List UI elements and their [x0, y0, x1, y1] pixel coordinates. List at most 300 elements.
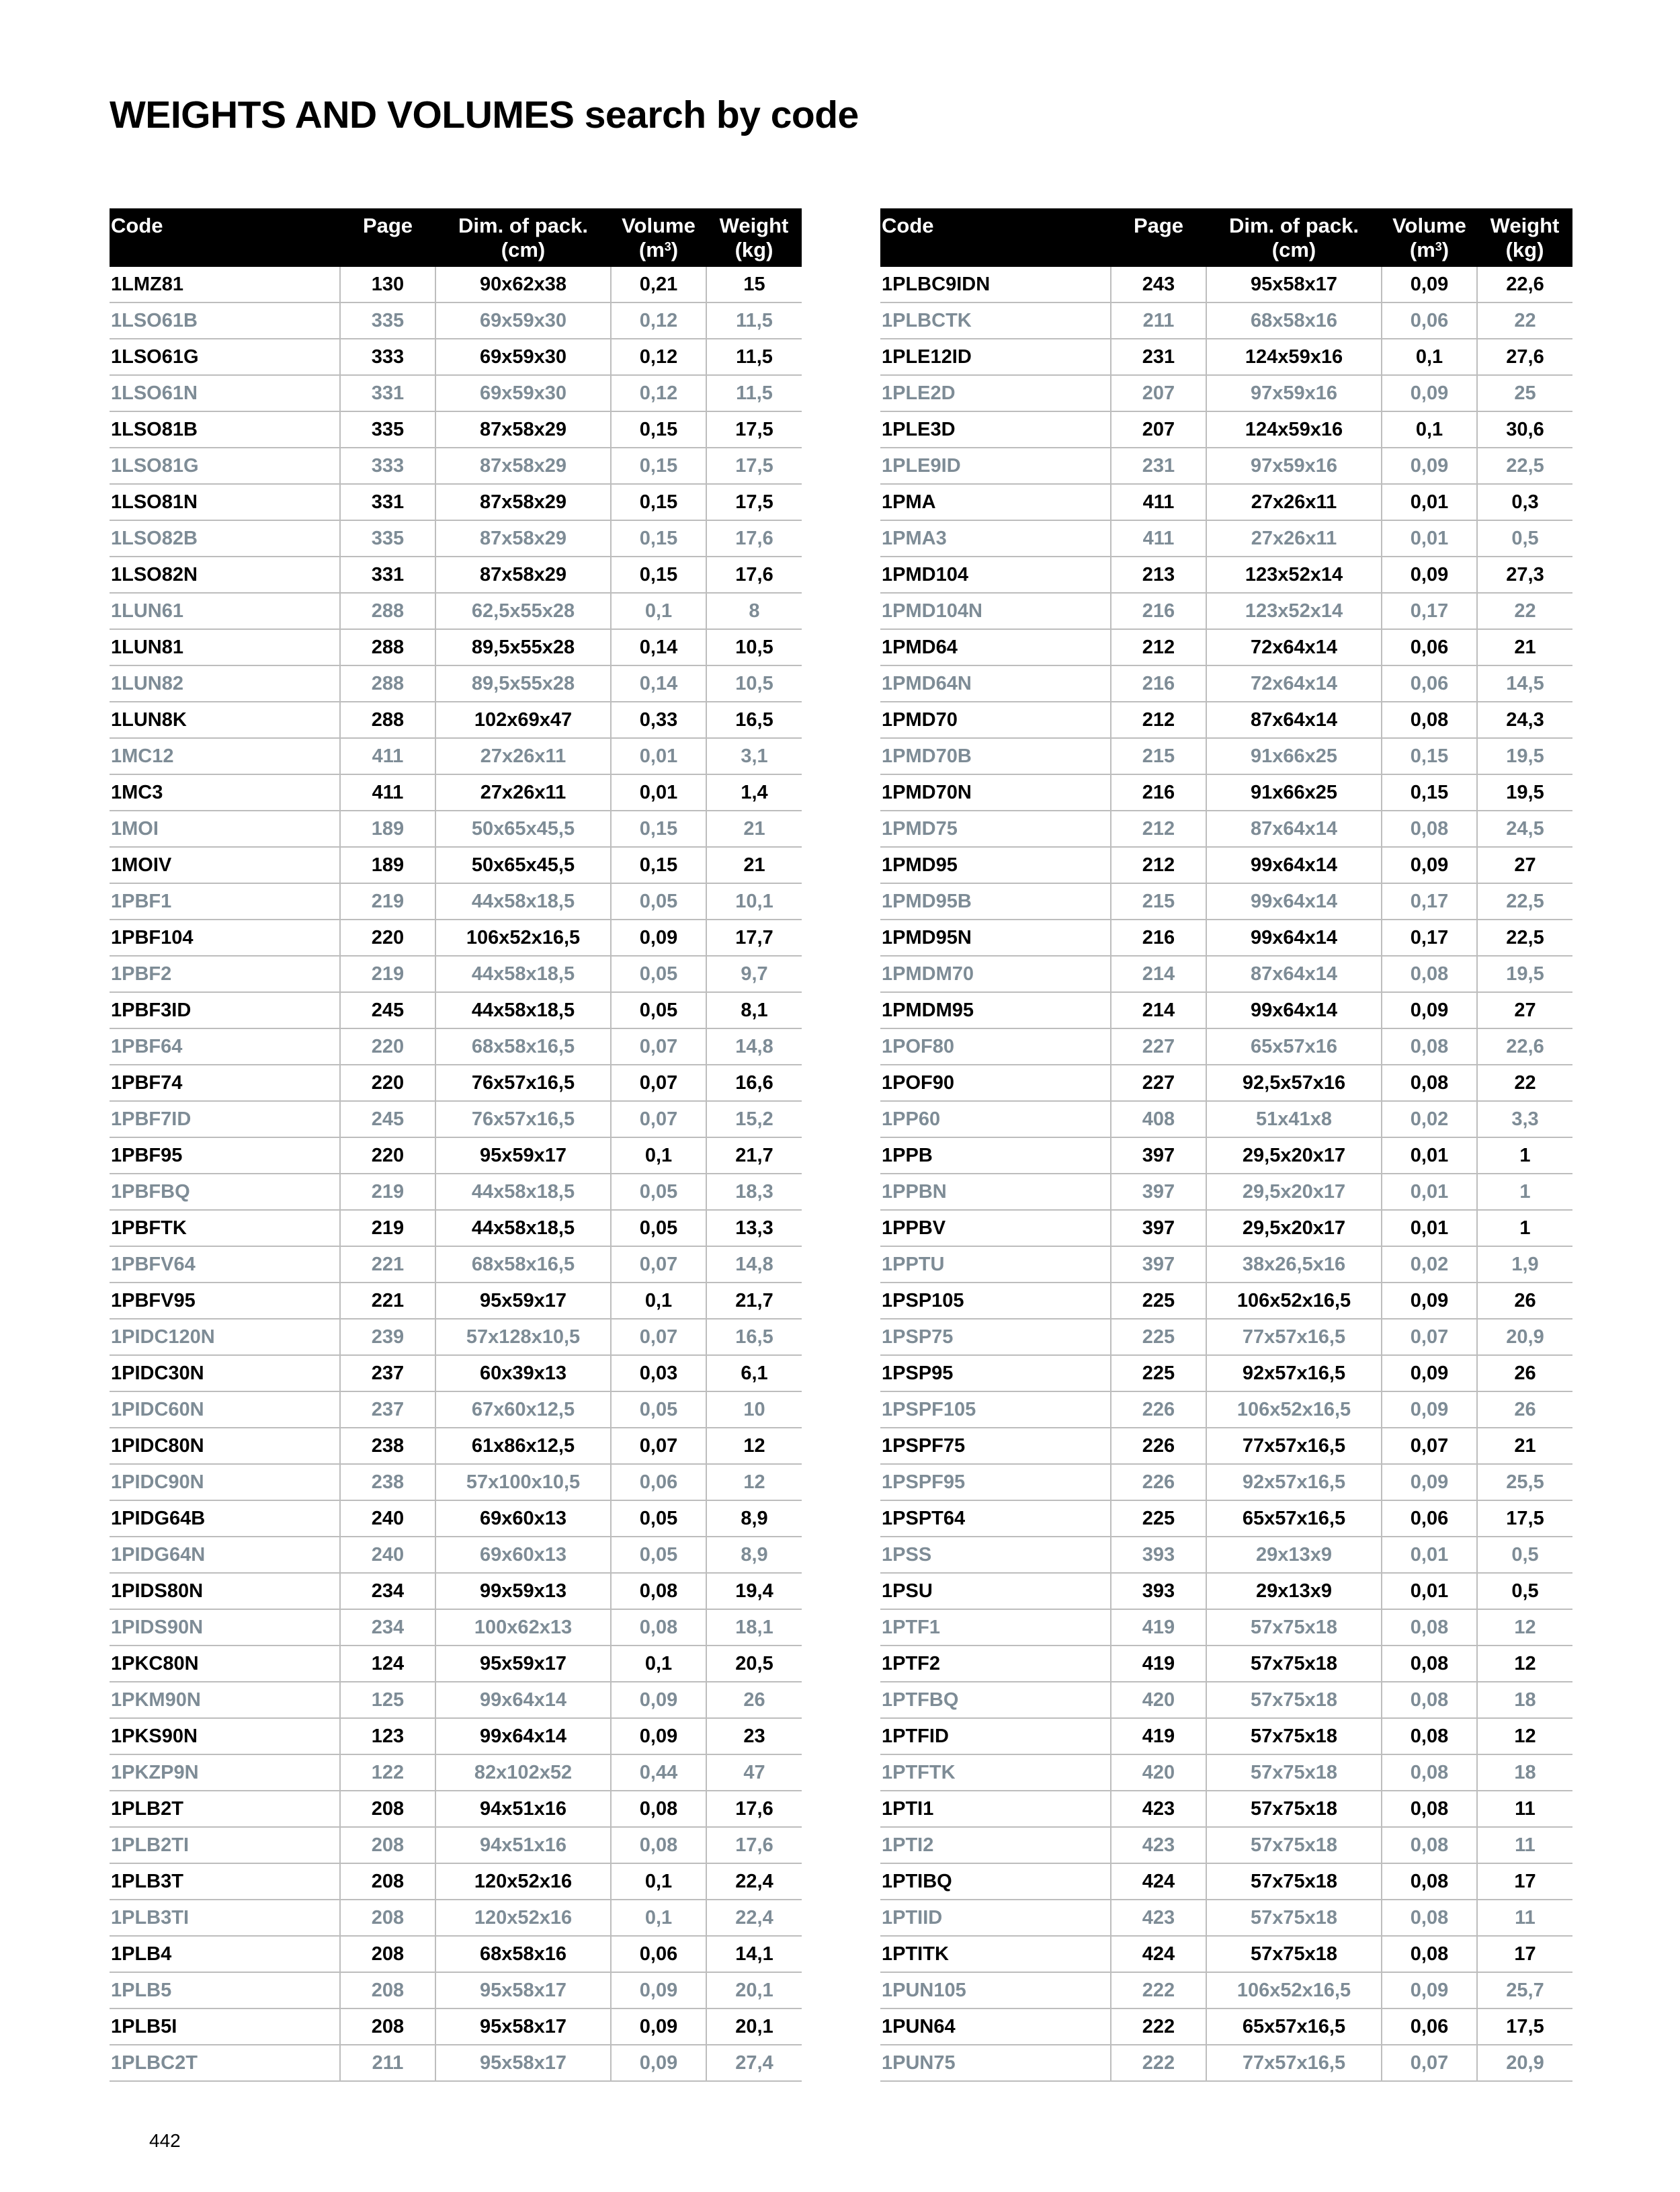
- code-cell: 1PTI1: [880, 1791, 1111, 1827]
- page-cell: 208: [340, 1972, 435, 2008]
- table-row: [110, 1065, 802, 1101]
- code-cell: 1PSS: [880, 1537, 1111, 1573]
- page-cell: 226: [1111, 1428, 1206, 1464]
- dimensions-cell: 69x59x30: [435, 375, 611, 411]
- table-header-row: [110, 208, 802, 267]
- column-header-page: Page: [340, 208, 435, 267]
- dimensions-cell: 57x100x10,5: [435, 1464, 611, 1500]
- volume-cell: 0,07: [611, 1246, 706, 1283]
- volume-cell: 0,06: [1382, 302, 1477, 339]
- code-cell: 1PKC80N: [110, 1646, 340, 1682]
- code-cell: 1PIDC30N: [110, 1355, 340, 1391]
- code-cell: 1PKM90N: [110, 1682, 340, 1718]
- volume-cell: 0,07: [1382, 1319, 1477, 1355]
- volume-cell: 0,07: [611, 1428, 706, 1464]
- dimensions-cell: 106x52x16,5: [1206, 1391, 1382, 1428]
- dimensions-cell: 69x60x13: [435, 1500, 611, 1537]
- volume-cell: 0,09: [1382, 557, 1477, 593]
- page-cell: 227: [1111, 1065, 1206, 1101]
- weight-cell: 18,3: [706, 1174, 802, 1210]
- volume-cell: 0,08: [1382, 1065, 1477, 1101]
- weight-cell: 12: [1477, 1646, 1572, 1682]
- code-cell: 1PLB2T: [110, 1791, 340, 1827]
- volume-cell: 0,44: [611, 1754, 706, 1791]
- weight-cell: 20,5: [706, 1646, 802, 1682]
- weight-cell: 14,8: [706, 1246, 802, 1283]
- dimensions-cell: 51x41x8: [1206, 1101, 1382, 1137]
- dimensions-cell: 87x58x29: [435, 557, 611, 593]
- table-row: [880, 1246, 1572, 1283]
- dimensions-cell: 123x52x14: [1206, 557, 1382, 593]
- page-cell: 288: [340, 665, 435, 702]
- dimensions-cell: 106x52x16,5: [435, 920, 611, 956]
- table-row: [110, 738, 802, 774]
- dimensions-cell: 77x57x16,5: [1206, 1319, 1382, 1355]
- volume-cell: 0,09: [611, 2008, 706, 2045]
- volume-cell: 0,09: [1382, 1283, 1477, 1319]
- code-cell: 1MOIV: [110, 847, 340, 883]
- weight-cell: 17,6: [706, 1791, 802, 1827]
- page-cell: 243: [1111, 267, 1206, 302]
- table-row: [880, 883, 1572, 920]
- table-row: [110, 956, 802, 992]
- weight-cell: 21: [706, 847, 802, 883]
- code-cell: 1PTF2: [880, 1646, 1111, 1682]
- dimensions-cell: 69x60x13: [435, 1537, 611, 1573]
- weight-cell: 11: [1477, 1791, 1572, 1827]
- volume-cell: 0,06: [1382, 665, 1477, 702]
- volume-cell: 0,09: [1382, 375, 1477, 411]
- volume-cell: 0,08: [611, 1609, 706, 1646]
- column-header-weight: Weight (kg): [1477, 208, 1572, 267]
- weight-cell: 26: [1477, 1391, 1572, 1428]
- page-cell: 220: [340, 920, 435, 956]
- code-cell: 1PMD64N: [880, 665, 1111, 702]
- volume-cell: 0,09: [611, 920, 706, 956]
- page-cell: 226: [1111, 1391, 1206, 1428]
- code-cell: 1MC3: [110, 774, 340, 811]
- code-cell: 1PBFTK: [110, 1210, 340, 1246]
- page-cell: 208: [340, 1863, 435, 1900]
- weight-cell: 17,6: [706, 557, 802, 593]
- page-cell: 227: [1111, 1028, 1206, 1065]
- code-cell: 1PBFV64: [110, 1246, 340, 1283]
- table-row: [110, 339, 802, 375]
- table-body: [880, 267, 1572, 2081]
- code-cell: 1PMD104: [880, 557, 1111, 593]
- dimensions-cell: 29x13x9: [1206, 1573, 1382, 1609]
- weight-cell: 17,5: [1477, 1500, 1572, 1537]
- table-row: [110, 302, 802, 339]
- dimensions-cell: 95x58x17: [435, 2045, 611, 2081]
- table-row: [110, 1609, 802, 1646]
- volume-cell: 0,15: [611, 448, 706, 484]
- weight-cell: 11,5: [706, 375, 802, 411]
- table-row: [880, 1283, 1572, 1319]
- page-cell: 225: [1111, 1319, 1206, 1355]
- table-row: [880, 557, 1572, 593]
- table-row: [110, 375, 802, 411]
- weight-cell: 11: [1477, 1827, 1572, 1863]
- volume-cell: 0,05: [611, 1210, 706, 1246]
- page-cell: 238: [340, 1428, 435, 1464]
- dimensions-cell: 57x75x18: [1206, 1900, 1382, 1936]
- volume-cell: 0,05: [611, 1500, 706, 1537]
- page-cell: 331: [340, 484, 435, 520]
- page-cell: 411: [1111, 520, 1206, 557]
- weight-cell: 1,4: [706, 774, 802, 811]
- weight-cell: 21,7: [706, 1283, 802, 1319]
- dimensions-cell: 72x64x14: [1206, 629, 1382, 665]
- weight-cell: 17,5: [706, 411, 802, 448]
- weight-cell: 18: [1477, 1682, 1572, 1718]
- volume-cell: 0,1: [611, 593, 706, 629]
- page-cell: 219: [340, 1174, 435, 1210]
- volume-cell: 0,12: [611, 375, 706, 411]
- volume-cell: 0,09: [1382, 847, 1477, 883]
- code-cell: 1PPBV: [880, 1210, 1111, 1246]
- page-cell: 288: [340, 629, 435, 665]
- dimensions-cell: 97x59x16: [1206, 375, 1382, 411]
- volume-cell: 0,1: [611, 1900, 706, 1936]
- volume-cell: 0,15: [1382, 774, 1477, 811]
- weight-cell: 47: [706, 1754, 802, 1791]
- column-header-weight: Weight (kg): [706, 208, 802, 267]
- weight-cell: 21: [1477, 629, 1572, 665]
- dimensions-cell: 50x65x45,5: [435, 847, 611, 883]
- weight-cell: 22: [1477, 302, 1572, 339]
- page-cell: 212: [1111, 702, 1206, 738]
- weight-cell: 16,6: [706, 1065, 802, 1101]
- page-cell: 216: [1111, 920, 1206, 956]
- column-header-volume: Volume $(m^3)$: [611, 208, 706, 267]
- page-cell: 424: [1111, 1863, 1206, 1900]
- weight-cell: 8: [706, 593, 802, 629]
- weight-cell: 1,9: [1477, 1246, 1572, 1283]
- dimensions-cell: 95x58x17: [1206, 267, 1382, 302]
- page-cell: 222: [1111, 2008, 1206, 2045]
- dimensions-cell: 44x58x18,5: [435, 883, 611, 920]
- table-row: [110, 520, 802, 557]
- dimensions-cell: 69x59x30: [435, 302, 611, 339]
- code-cell: 1LSO61G: [110, 339, 340, 375]
- code-cell: 1PLB3T: [110, 1863, 340, 1900]
- dimensions-cell: 92,5x57x16: [1206, 1065, 1382, 1101]
- weight-cell: 17: [1477, 1936, 1572, 1972]
- weight-cell: 10,1: [706, 883, 802, 920]
- dimensions-cell: 44x58x18,5: [435, 956, 611, 992]
- code-cell: 1PMD70: [880, 702, 1111, 738]
- page-cell: 335: [340, 520, 435, 557]
- page-cell: 214: [1111, 956, 1206, 992]
- weight-cell: 16,5: [706, 1319, 802, 1355]
- weight-cell: 17,6: [706, 520, 802, 557]
- weight-cell: 0,3: [1477, 484, 1572, 520]
- weight-cell: 9,7: [706, 956, 802, 992]
- code-cell: 1LSO82N: [110, 557, 340, 593]
- page-cell: 226: [1111, 1464, 1206, 1500]
- dimensions-cell: 95x59x17: [435, 1137, 611, 1174]
- dimensions-cell: 106x52x16,5: [1206, 1283, 1382, 1319]
- weight-cell: 21,7: [706, 1137, 802, 1174]
- page-cell: 123: [340, 1718, 435, 1754]
- dimensions-cell: 87x64x14: [1206, 811, 1382, 847]
- table-row: [110, 1791, 802, 1827]
- page-cell: 237: [340, 1391, 435, 1428]
- weight-cell: 18,1: [706, 1609, 802, 1646]
- column-header-page: Page: [1111, 208, 1206, 267]
- weight-cell: 26: [706, 1682, 802, 1718]
- weight-cell: 25,5: [1477, 1464, 1572, 1500]
- code-cell: 1PUN64: [880, 2008, 1111, 2045]
- volume-cell: 0,17: [1382, 593, 1477, 629]
- page-cell: 124: [340, 1646, 435, 1682]
- code-cell: 1PMD64: [880, 629, 1111, 665]
- code-cell: 1PTITK: [880, 1936, 1111, 1972]
- page-cell: 234: [340, 1609, 435, 1646]
- dimensions-cell: 44x58x18,5: [435, 1174, 611, 1210]
- dimensions-cell: 99x64x14: [1206, 920, 1382, 956]
- page-cell: 208: [340, 2008, 435, 2045]
- page-cell: 234: [340, 1573, 435, 1609]
- volume-cell: 0,1: [611, 1646, 706, 1682]
- table-row: [110, 665, 802, 702]
- code-cell: 1LUN81: [110, 629, 340, 665]
- volume-cell: 0,01: [611, 738, 706, 774]
- weight-cell: 17,5: [1477, 2008, 1572, 2045]
- table-row: [880, 339, 1572, 375]
- column-header-volume: Volume $(m^3)$: [1382, 208, 1477, 267]
- code-cell: 1PIDS90N: [110, 1609, 340, 1646]
- page-cell: 207: [1111, 411, 1206, 448]
- code-cell: 1PLE3D: [880, 411, 1111, 448]
- dimensions-cell: 27x26x11: [1206, 484, 1382, 520]
- volume-cell: 0,01: [1382, 1573, 1477, 1609]
- page-cell: 333: [340, 448, 435, 484]
- page-cell: 222: [1111, 1972, 1206, 2008]
- volume-cell: 0,06: [1382, 1500, 1477, 1537]
- page-cell: 189: [340, 847, 435, 883]
- code-cell: 1PIDC80N: [110, 1428, 340, 1464]
- weight-cell: 19,5: [1477, 774, 1572, 811]
- weight-cell: 26: [1477, 1355, 1572, 1391]
- table-row: [110, 920, 802, 956]
- weight-cell: 24,3: [1477, 702, 1572, 738]
- weight-cell: 17,6: [706, 1827, 802, 1863]
- weight-cell: 19,4: [706, 1573, 802, 1609]
- weight-cell: 20,9: [1477, 1319, 1572, 1355]
- code-cell: 1LUN82: [110, 665, 340, 702]
- dimensions-cell: 94x51x16: [435, 1791, 611, 1827]
- table-row: [110, 811, 802, 847]
- code-cell: 1PTIBQ: [880, 1863, 1111, 1900]
- volume-cell: 0,09: [1382, 267, 1477, 302]
- code-cell: 1PIDC120N: [110, 1319, 340, 1355]
- weight-cell: 22,6: [1477, 267, 1572, 302]
- code-cell: 1LUN61: [110, 593, 340, 629]
- code-cell: 1MOI: [110, 811, 340, 847]
- code-cell: 1PKS90N: [110, 1718, 340, 1754]
- table-row: [880, 1065, 1572, 1101]
- column-header-dimensions: Dim. of pack. (cm): [1206, 208, 1382, 267]
- page-cell: 219: [340, 956, 435, 992]
- table-row: [880, 920, 1572, 956]
- weights-volumes-table-right: [880, 208, 1572, 2082]
- page-cell: 245: [340, 992, 435, 1028]
- weight-cell: 0,5: [1477, 1537, 1572, 1573]
- code-cell: 1PMD95N: [880, 920, 1111, 956]
- dimensions-cell: 29,5x20x17: [1206, 1174, 1382, 1210]
- code-cell: 1LSO81G: [110, 448, 340, 484]
- code-cell: 1PBFV95: [110, 1283, 340, 1319]
- table-row: [110, 883, 802, 920]
- weight-cell: 24,5: [1477, 811, 1572, 847]
- dimensions-cell: 87x58x29: [435, 520, 611, 557]
- table-row: [880, 1791, 1572, 1827]
- page-cell: 215: [1111, 738, 1206, 774]
- page-cell: 231: [1111, 448, 1206, 484]
- code-cell: 1POF80: [880, 1028, 1111, 1065]
- page-cell: 420: [1111, 1682, 1206, 1718]
- table-row: [880, 1537, 1572, 1573]
- table-row: [110, 557, 802, 593]
- page-cell: 397: [1111, 1246, 1206, 1283]
- dimensions-cell: 44x58x18,5: [435, 1210, 611, 1246]
- table-row: [880, 992, 1572, 1028]
- dimensions-cell: 87x64x14: [1206, 956, 1382, 992]
- page-cell: 125: [340, 1682, 435, 1718]
- code-cell: 1PPB: [880, 1137, 1111, 1174]
- volume-cell: 0,08: [1382, 1827, 1477, 1863]
- volume-cell: 0,14: [611, 629, 706, 665]
- table-row: [880, 847, 1572, 883]
- dimensions-cell: 100x62x13: [435, 1609, 611, 1646]
- weight-cell: 19,5: [1477, 738, 1572, 774]
- weight-cell: 17,7: [706, 920, 802, 956]
- volume-cell: 0,15: [611, 557, 706, 593]
- dimensions-cell: 50x65x45,5: [435, 811, 611, 847]
- page-cell: 219: [340, 1210, 435, 1246]
- page-cell: 397: [1111, 1174, 1206, 1210]
- code-cell: 1PMA3: [880, 520, 1111, 557]
- weight-cell: 12: [1477, 1609, 1572, 1646]
- page-cell: 225: [1111, 1355, 1206, 1391]
- table-row: [110, 774, 802, 811]
- column-header-dimensions: Dim. of pack. (cm): [435, 208, 611, 267]
- volume-cell: 0,33: [611, 702, 706, 738]
- code-cell: 1PBF3ID: [110, 992, 340, 1028]
- volume-cell: 0,1: [611, 1283, 706, 1319]
- dimensions-cell: 68x58x16,5: [435, 1028, 611, 1065]
- weight-cell: 18: [1477, 1754, 1572, 1791]
- dimensions-cell: 90x62x38: [435, 267, 611, 302]
- volume-cell: 0,08: [1382, 1754, 1477, 1791]
- weight-cell: 25: [1477, 375, 1572, 411]
- volume-cell: 0,15: [611, 811, 706, 847]
- volume-cell: 0,07: [1382, 1428, 1477, 1464]
- dimensions-cell: 65x57x16,5: [1206, 1500, 1382, 1537]
- dimensions-cell: 77x57x16,5: [1206, 1428, 1382, 1464]
- code-cell: 1PMD95: [880, 847, 1111, 883]
- weight-cell: 12: [706, 1428, 802, 1464]
- weight-cell: 30,6: [1477, 411, 1572, 448]
- page-cell: 397: [1111, 1210, 1206, 1246]
- table-row: [880, 1500, 1572, 1537]
- code-cell: 1PLB2TI: [110, 1827, 340, 1863]
- dimensions-cell: 44x58x18,5: [435, 992, 611, 1028]
- volume-cell: 0,08: [1382, 1646, 1477, 1682]
- volume-cell: 0,09: [611, 1682, 706, 1718]
- page-cell: 335: [340, 302, 435, 339]
- volume-cell: 0,02: [1382, 1246, 1477, 1283]
- dimensions-cell: 89,5x55x28: [435, 629, 611, 665]
- volume-cell: 0,07: [611, 1319, 706, 1355]
- weight-cell: 11,5: [706, 339, 802, 375]
- table-row: [880, 1174, 1572, 1210]
- weight-cell: 27: [1477, 847, 1572, 883]
- weight-cell: 22,4: [706, 1863, 802, 1900]
- table-row: [110, 1174, 802, 1210]
- code-cell: 1PLB5I: [110, 2008, 340, 2045]
- dimensions-cell: 27x26x11: [435, 774, 611, 811]
- table-row: [110, 2045, 802, 2081]
- table-row: [110, 1355, 802, 1391]
- dimensions-cell: 57x75x18: [1206, 1646, 1382, 1682]
- dimensions-cell: 95x59x17: [435, 1283, 611, 1319]
- volume-cell: 0,09: [1382, 1355, 1477, 1391]
- table-row: [880, 1428, 1572, 1464]
- table-row: [110, 448, 802, 484]
- table-row: [880, 811, 1572, 847]
- page-cell: 225: [1111, 1500, 1206, 1537]
- page-cell: 212: [1111, 847, 1206, 883]
- dimensions-cell: 82x102x52: [435, 1754, 611, 1791]
- page-cell: 397: [1111, 1137, 1206, 1174]
- volume-cell: 0,1: [611, 1137, 706, 1174]
- dimensions-cell: 87x58x29: [435, 448, 611, 484]
- dimensions-cell: 87x58x29: [435, 411, 611, 448]
- dimensions-cell: 57x75x18: [1206, 1936, 1382, 1972]
- dimensions-cell: 99x64x14: [1206, 992, 1382, 1028]
- volume-cell: 0,08: [1382, 1936, 1477, 1972]
- table-row: [110, 1210, 802, 1246]
- table-row: [110, 1754, 802, 1791]
- weight-cell: 27: [1477, 992, 1572, 1028]
- table-row: [110, 992, 802, 1028]
- code-cell: 1PUN105: [880, 1972, 1111, 2008]
- code-cell: 1PMDM70: [880, 956, 1111, 992]
- page-cell: 393: [1111, 1573, 1206, 1609]
- page-cell: 220: [340, 1137, 435, 1174]
- code-cell: 1PTF1: [880, 1609, 1111, 1646]
- table-row: [880, 375, 1572, 411]
- code-cell: 1PBF7ID: [110, 1101, 340, 1137]
- dimensions-cell: 57x75x18: [1206, 1609, 1382, 1646]
- dimensions-cell: 29,5x20x17: [1206, 1137, 1382, 1174]
- weight-cell: 15: [706, 267, 802, 302]
- code-cell: 1PLBC2T: [110, 2045, 340, 2081]
- volume-cell: 0,07: [611, 1028, 706, 1065]
- code-cell: 1PTFBQ: [880, 1682, 1111, 1718]
- dimensions-cell: 62,5x55x28: [435, 593, 611, 629]
- weight-cell: 10: [706, 1391, 802, 1428]
- table-row: [110, 1428, 802, 1464]
- dimensions-cell: 27x26x11: [1206, 520, 1382, 557]
- table-row: [110, 702, 802, 738]
- page-cell: 207: [1111, 375, 1206, 411]
- page-cell: 212: [1111, 811, 1206, 847]
- weight-cell: 27,6: [1477, 339, 1572, 375]
